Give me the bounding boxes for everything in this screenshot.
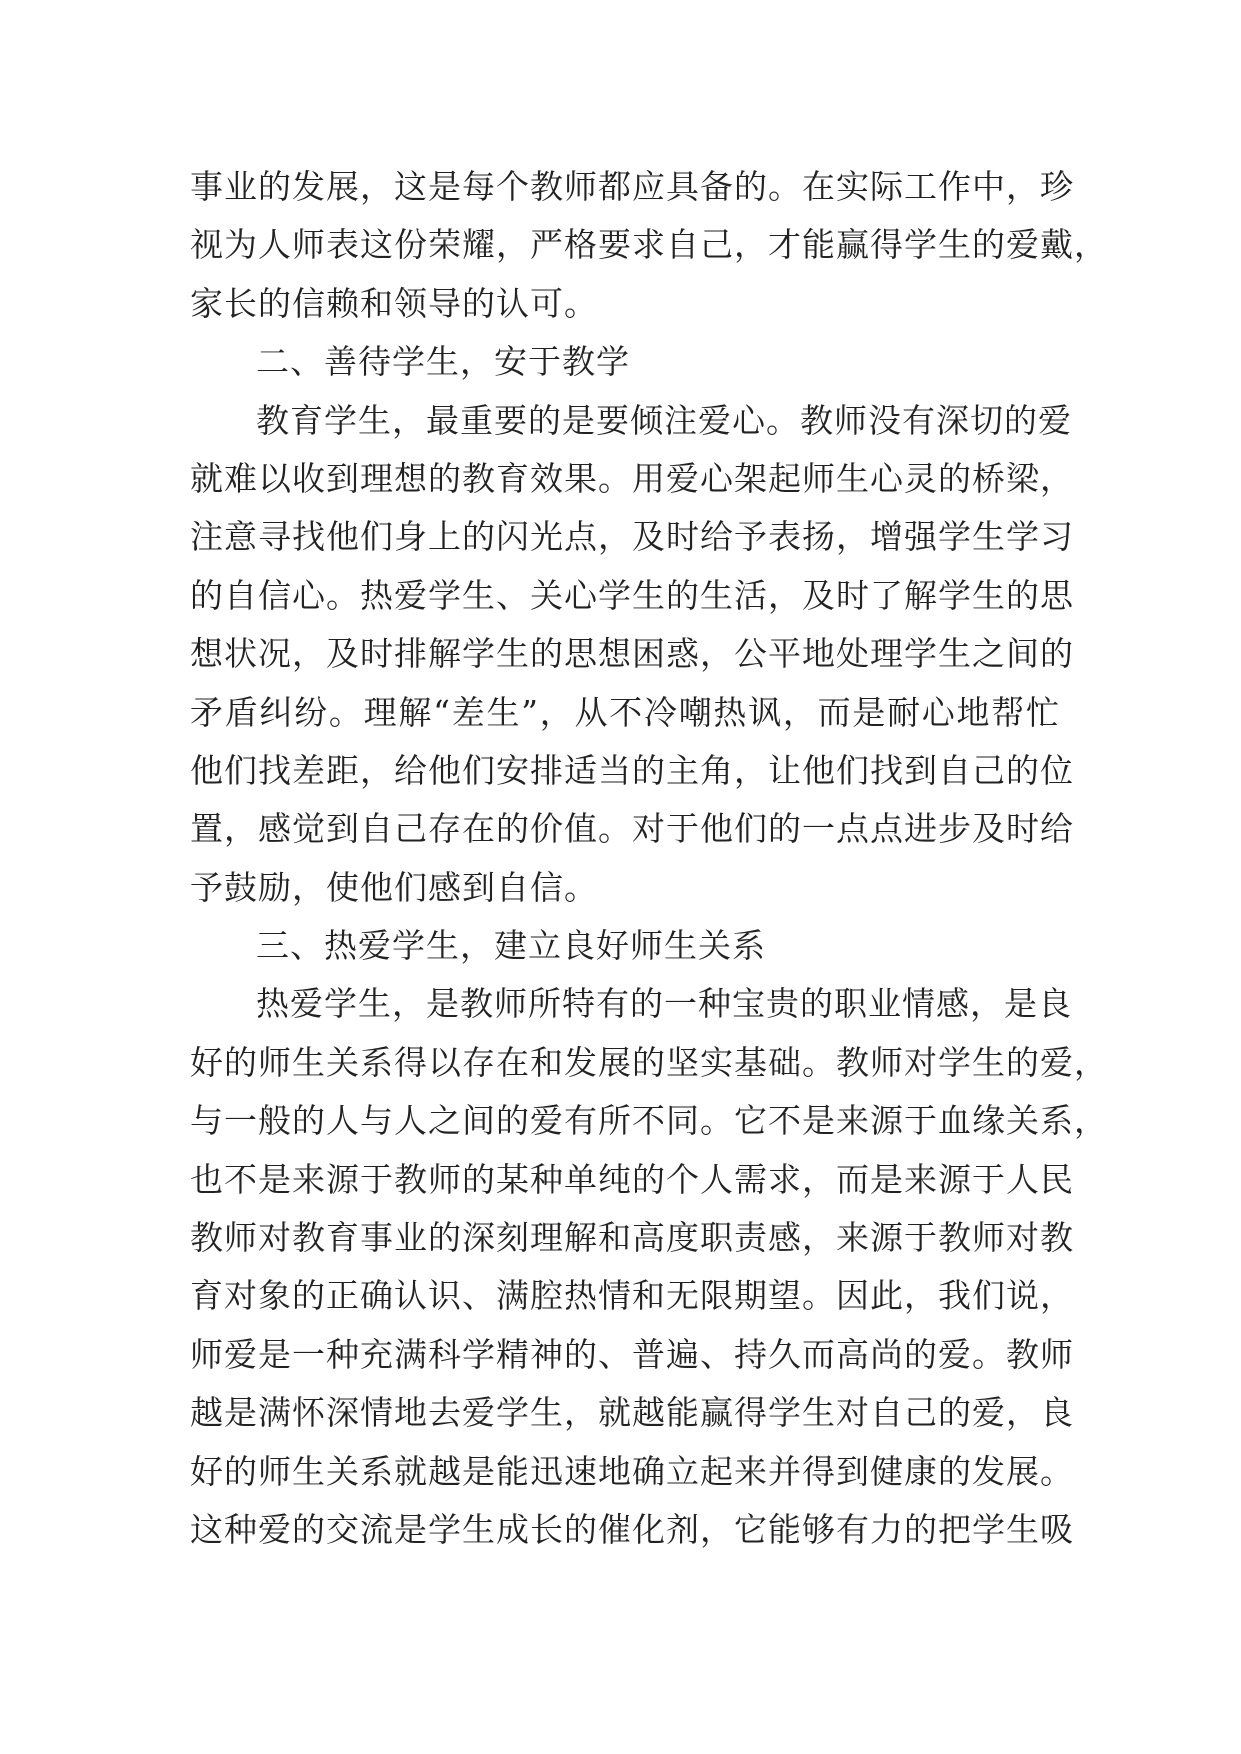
section-heading: 三、热爱学生，建立良好师生关系 <box>256 926 766 966</box>
text-line: 置，感觉到自己存在的价值。对于他们的一点点进步及时给 <box>190 809 1074 849</box>
text-line: 育对象的正确认识、满腔热情和无限期望。因此，我们说， <box>190 1276 1074 1316</box>
text-line: 好的师生关系就越是能迅速地确立起来并得到健康的发展。 <box>190 1451 1074 1491</box>
text-line: 视为人师表这份荣耀，严格要求自己，才能赢得学生的爱戴， <box>190 225 1108 265</box>
body-text <box>190 158 1108 1559</box>
section-heading: 二、善待学生，安于教学 <box>256 342 630 382</box>
text-line: 家长的信赖和领导的认可。 <box>190 283 598 323</box>
text-line: 好的师生关系得以存在和发展的坚实基础。教师对学生的爱， <box>190 1042 1108 1082</box>
text-line: 这种爱的交流是学生成长的催化剂，它能够有力的把学生吸 <box>190 1509 1074 1549</box>
text-line: 与一般的人与人之间的爱有所不同。它不是来源于血缘关系， <box>190 1101 1108 1141</box>
text-line: 教育学生，最重要的是要倾注爱心。教师没有深切的爱 <box>256 400 1072 440</box>
text-line: 事业的发展，这是每个教师都应具备的。在实际工作中，珍 <box>190 167 1074 206</box>
text-line: 的自信心。热爱学生、关心学生的生活，及时了解学生的思 <box>190 575 1074 615</box>
text-line: 师爱是一种充满科学精神的、普遍、持久而高尚的爱。教师 <box>190 1334 1074 1374</box>
text-line: 想状况，及时排解学生的思想困惑，公平地处理学生之间的 <box>190 634 1074 674</box>
text-line: 也不是来源于教师的某种单纯的个人需求，而是来源于人民 <box>190 1159 1074 1199</box>
text-line: 热爱学生，是教师所特有的一种宝贵的职业情感，是良 <box>256 984 1072 1024</box>
text-line: 他们找差距，给他们安排适当的主角，让他们找到自己的位 <box>190 750 1074 790</box>
text-line: 矛盾纠纷。理解“差生”，从不冷嘲热讽，而是耐心地帮忙 <box>190 692 1060 732</box>
text-line: 注意寻找他们身上的闪光点，及时给予表扬，增强学生学习 <box>190 517 1074 557</box>
text-line: 就难以收到理想的教育效果。用爱心架起师生心灵的桥梁， <box>190 458 1074 498</box>
text-line: 越是满怀深情地去爱学生，就越能赢得学生对自己的爱，良 <box>190 1393 1074 1433</box>
text-line: 教师对教育事业的深刻理解和高度职责感，来源于教师对教 <box>190 1218 1074 1258</box>
text-line: 予鼓励，使他们感到自信。 <box>190 867 598 907</box>
